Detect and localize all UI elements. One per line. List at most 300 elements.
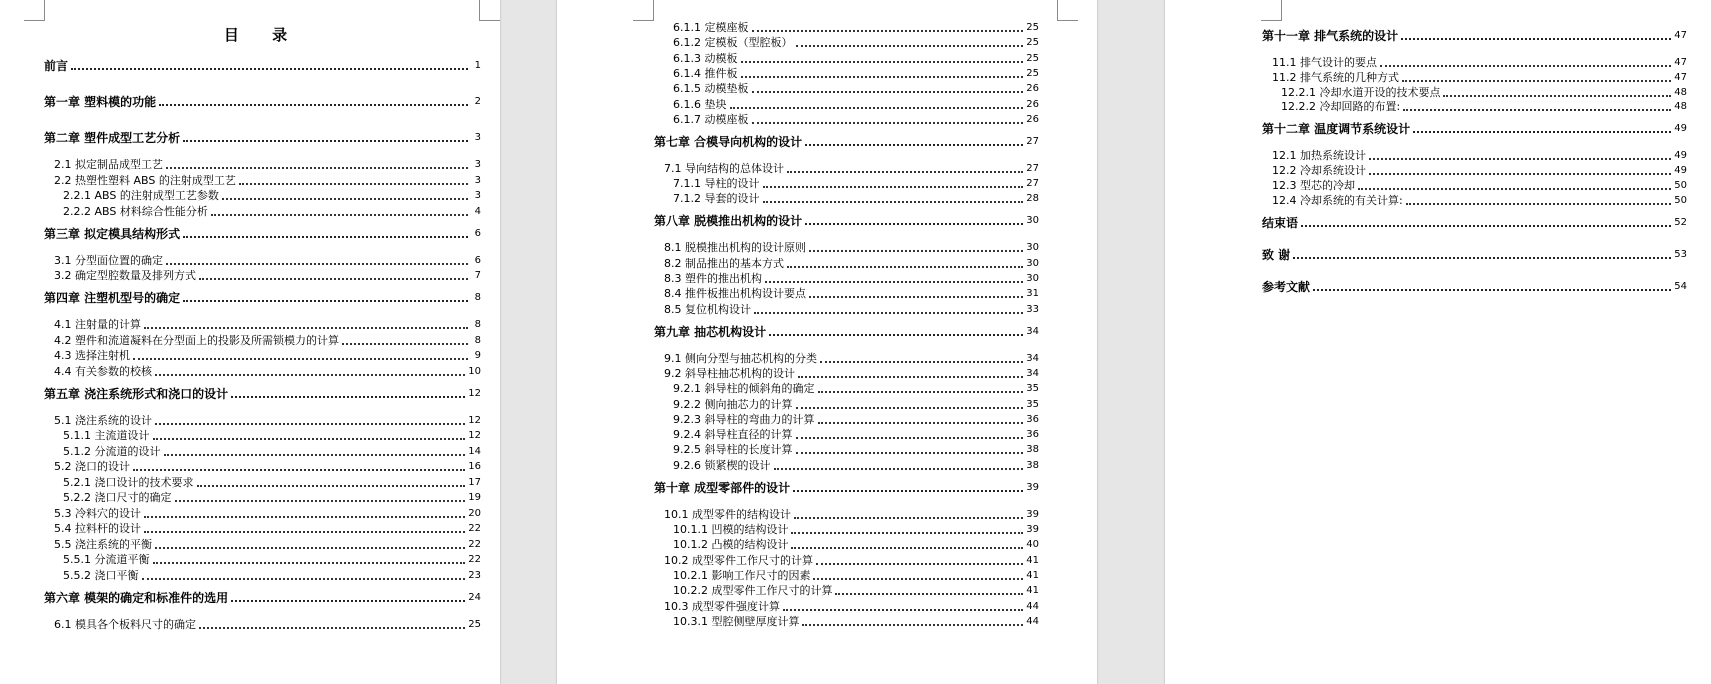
toc-page-number: 47 xyxy=(1674,57,1687,68)
toc-page-number: 3 xyxy=(474,190,481,201)
toc-page-number: 38 xyxy=(1026,459,1039,471)
toc-section-entry[interactable] xyxy=(654,191,1039,207)
toc-page-number: 38 xyxy=(1026,444,1039,456)
toc-section-entry[interactable] xyxy=(654,458,1039,474)
toc-page-number: 22 xyxy=(468,538,481,550)
toc-entry-label: 4.2 塑件和流道凝料在分型面上的投影及所需锁模力的计算 xyxy=(54,333,339,347)
toc-chapter-entry[interactable] xyxy=(44,590,481,606)
toc-entry-label: 5.2.2 浇口尺寸的确定 xyxy=(63,491,172,504)
toc-leader-dots xyxy=(155,423,465,425)
toc-section-entry[interactable] xyxy=(44,617,481,633)
toc-leader-dots xyxy=(166,167,468,169)
toc-section-entry[interactable] xyxy=(44,537,481,553)
toc-entry-label: 第七章 合模导向机构的设计 xyxy=(654,134,803,149)
crop-mark-top-left xyxy=(1261,0,1282,21)
toc-leader-dots xyxy=(741,61,1024,63)
toc-entry-label: 6.1.5 动模垫板 xyxy=(673,82,749,96)
toc-page-number: 16 xyxy=(468,461,481,472)
crop-mark-top-right xyxy=(479,0,500,21)
toc-entry-label: 10.3.1 型腔侧壁厚度计算 xyxy=(673,614,800,628)
toc-page-number: 25 xyxy=(1026,22,1039,33)
toc-section-entry[interactable] xyxy=(44,188,481,204)
toc-leader-dots xyxy=(153,438,466,440)
toc-leader-dots xyxy=(741,76,1024,78)
toc-entry-label: 前言 xyxy=(44,59,69,73)
toc-section-entry[interactable] xyxy=(654,66,1039,82)
toc-leader-dots xyxy=(816,563,1023,565)
toc-leader-dots xyxy=(783,609,1023,611)
toc-section-entry[interactable] xyxy=(654,161,1039,177)
toc-page-number: 26 xyxy=(1026,83,1039,95)
toc-chapter-entry[interactable] xyxy=(44,58,481,74)
toc-page-number: 4 xyxy=(474,205,481,217)
toc-leader-dots xyxy=(730,107,1024,109)
toc-section-entry[interactable] xyxy=(654,522,1039,538)
toc-leader-dots xyxy=(183,236,468,238)
toc-section-entry[interactable] xyxy=(44,506,481,522)
toc-page-number: 40 xyxy=(1026,539,1039,551)
toc-leader-dots xyxy=(1380,65,1671,67)
toc-section-entry[interactable] xyxy=(654,442,1039,458)
toc-leader-dots xyxy=(769,334,1023,336)
toc-entry-label: 第三章 拟定模具结构形式 xyxy=(44,226,181,241)
toc-entry-label: 7.1.1 导柱的设计 xyxy=(673,177,760,191)
toc-leader-dots xyxy=(791,547,1023,549)
toc-leader-dots xyxy=(794,517,1023,519)
toc-entry-label: 6.1.1 定模座板 xyxy=(673,21,749,34)
toc-entry-label: 8.2 制品推出的基本方式 xyxy=(664,256,784,270)
toc-chapter-entry[interactable] xyxy=(44,386,481,402)
toc-entry-label: 6.1.7 动模座板 xyxy=(673,112,749,126)
toc-page-number: 41 xyxy=(1026,585,1039,597)
toc-leader-dots xyxy=(796,407,1024,409)
toc-entry-label: 4.4 有关参数的校核 xyxy=(54,364,152,378)
toc-section-entry[interactable] xyxy=(44,364,481,380)
toc-leader-dots xyxy=(144,327,468,329)
toc-section-entry[interactable] xyxy=(654,614,1039,630)
toc-page-number: 44 xyxy=(1026,600,1039,612)
toc-section-entry[interactable] xyxy=(44,157,481,173)
toc-section-entry[interactable] xyxy=(44,444,481,460)
toc-leader-dots xyxy=(199,278,468,280)
toc-page-number: 22 xyxy=(468,554,481,565)
toc-leader-dots xyxy=(144,516,465,518)
toc-chapter-entry[interactable] xyxy=(1262,247,1687,263)
toc-leader-dots xyxy=(1369,158,1671,160)
toc-section-entry[interactable] xyxy=(654,35,1039,51)
toc-section-entry[interactable] xyxy=(654,112,1039,128)
toc-page-number: 24 xyxy=(468,591,481,603)
toc-section-entry[interactable] xyxy=(44,333,481,349)
toc-leader-dots xyxy=(765,281,1023,283)
toc-entry-label: 5.4 拉料杆的设计 xyxy=(54,522,141,535)
toc-chapter-entry[interactable] xyxy=(1262,121,1687,137)
toc-entry-label: 5.2.1 浇口设计的技术要求 xyxy=(63,475,194,489)
toc-section-entry[interactable] xyxy=(654,271,1039,287)
toc-section-entry[interactable] xyxy=(44,253,481,269)
toc-page-number: 7 xyxy=(474,270,481,281)
toc-section-entry[interactable] xyxy=(44,204,481,220)
toc-leader-dots xyxy=(763,186,1024,188)
toc-entry-label: 11.2 排气系统的几种方式 xyxy=(1272,70,1399,84)
toc-chapter-entry[interactable] xyxy=(44,94,481,110)
toc-chapter-entry[interactable] xyxy=(654,324,1039,340)
toc-section-entry[interactable] xyxy=(654,553,1039,569)
toc-entry-label: 4.3 选择注射机 xyxy=(54,349,130,362)
toc-page-number: 39 xyxy=(1026,524,1039,535)
toc-leader-dots xyxy=(774,468,1024,470)
toc-section-entry[interactable] xyxy=(654,397,1039,413)
toc-entry-label: 9.2.4 斜导柱直径的计算 xyxy=(673,428,793,442)
toc-page-number: 49 xyxy=(1674,150,1687,162)
toc-chapter-entry[interactable] xyxy=(44,130,481,146)
toc-entry-label: 结束语 xyxy=(1262,215,1299,230)
toc-section-entry[interactable] xyxy=(1262,70,1687,86)
toc-section-entry[interactable] xyxy=(44,521,481,537)
toc-page-number: 30 xyxy=(1026,273,1039,284)
toc-entry-label: 第二章 塑件成型工艺分析 xyxy=(44,131,181,145)
toc-chapter-entry[interactable] xyxy=(654,134,1039,150)
toc-entry-label: 7.1.2 导套的设计 xyxy=(673,192,760,206)
toc-leader-dots xyxy=(222,198,468,200)
toc-leader-dots xyxy=(809,296,1023,298)
toc-section-entry[interactable] xyxy=(1262,193,1687,209)
toc-section-entry[interactable] xyxy=(654,351,1039,367)
toc-entry-label: 第一章 塑料模的功能 xyxy=(44,95,157,109)
toc-leader-dots xyxy=(164,454,466,456)
toc-entry-label: 4.1 注射量的计算 xyxy=(54,318,141,331)
toc-leader-dots xyxy=(155,374,465,376)
toc-page-number: 49 xyxy=(1674,123,1687,135)
toc-leader-dots xyxy=(144,531,465,533)
toc-section-entry[interactable] xyxy=(44,413,481,429)
toc-page-number: 6 xyxy=(474,227,481,239)
toc-chapter-entry[interactable] xyxy=(44,290,481,306)
toc-page-number: 6 xyxy=(474,254,481,266)
toc-chapter-entry[interactable] xyxy=(1262,279,1687,295)
toc-page-number: 30 xyxy=(1026,242,1039,254)
toc-leader-dots xyxy=(1358,188,1671,190)
toc-page-number: 8 xyxy=(474,334,481,346)
toc-page-number: 3 xyxy=(474,132,481,143)
toc-title: 目 录 xyxy=(223,26,302,44)
toc-chapter-entry[interactable] xyxy=(1262,215,1687,231)
toc-section-entry[interactable] xyxy=(1262,163,1687,179)
toc-leader-dots xyxy=(763,201,1024,203)
toc-page-number: 17 xyxy=(468,476,481,488)
toc-leader-dots xyxy=(1413,131,1671,133)
document-page-3 xyxy=(1165,0,1711,684)
toc-page-number: 25 xyxy=(1026,52,1039,64)
toc-leader-dots xyxy=(133,469,465,471)
toc-leader-dots xyxy=(752,30,1024,32)
toc-leader-dots xyxy=(1406,203,1672,205)
toc-entry-label: 6.1.3 动模板 xyxy=(673,51,738,65)
toc-entry-label: 12.2.2 冷却回路的布置: xyxy=(1281,100,1401,114)
toc-section-entry[interactable] xyxy=(654,81,1039,97)
toc-section-entry[interactable] xyxy=(654,427,1039,443)
toc-leader-dots xyxy=(802,624,1023,626)
toc-page-number: 34 xyxy=(1026,367,1039,379)
toc-page-number: 10 xyxy=(468,365,481,377)
toc-entry-label: 第六章 模架的确定和标准件的选用 xyxy=(44,590,229,605)
toc-leader-dots xyxy=(805,144,1023,146)
toc-page-number: 3 xyxy=(474,174,481,186)
toc-leader-dots xyxy=(796,452,1024,454)
toc-leader-dots xyxy=(798,376,1023,378)
toc-page-number: 36 xyxy=(1026,413,1039,425)
toc-page-number: 12 xyxy=(468,387,481,399)
toc-page-number: 2 xyxy=(474,96,481,107)
toc-leader-dots xyxy=(818,391,1024,393)
toc-entry-label: 6.1.6 垫块 xyxy=(673,97,727,111)
toc-leader-dots xyxy=(796,437,1024,439)
toc-entry-label: 8.4 推件板推出机构设计要点 xyxy=(664,287,806,301)
toc-page-number: 14 xyxy=(468,445,481,457)
toc-section-entry[interactable] xyxy=(654,286,1039,302)
toc-page-number: 33 xyxy=(1026,303,1039,315)
toc-entry-label: 10.2 成型零件工作尺寸的计算 xyxy=(664,553,813,567)
toc-entry-label: 第四章 注塑机型号的确定 xyxy=(44,291,181,305)
toc-section-entry[interactable] xyxy=(654,51,1039,67)
toc-page-number: 28 xyxy=(1026,193,1039,205)
toc-page-number: 1 xyxy=(474,60,481,71)
toc-leader-dots xyxy=(793,490,1023,492)
toc-entry-label: 5.5 浇注系统的平衡 xyxy=(54,537,152,551)
toc-chapter-entry[interactable] xyxy=(44,226,481,242)
toc-section-entry[interactable] xyxy=(654,537,1039,553)
toc-entry-label: 9.2.6 锁紧楔的设计 xyxy=(673,458,771,472)
toc-section-entry[interactable] xyxy=(44,475,481,491)
toc-page-number: 9 xyxy=(474,350,481,361)
toc-page-number: 54 xyxy=(1674,280,1687,292)
toc-page-number: 48 xyxy=(1674,101,1687,113)
toc-entry-label: 参考文献 xyxy=(1262,279,1311,294)
toc-section-entry[interactable] xyxy=(654,568,1039,584)
toc-entry-label: 10.1.1 凹模的结构设计 xyxy=(673,523,789,536)
toc-entry-label: 第十章 成型零部件的设计 xyxy=(654,480,791,495)
toc-page-number: 52 xyxy=(1674,216,1687,228)
toc-page-number: 44 xyxy=(1026,615,1039,627)
toc-leader-dots xyxy=(1403,109,1671,111)
toc-entry-label: 10.3 成型零件强度计算 xyxy=(664,599,780,613)
toc-leader-dots xyxy=(1443,95,1671,97)
toc-section-entry[interactable] xyxy=(44,459,481,475)
toc-section-entry[interactable] xyxy=(654,507,1039,523)
toc-page-number: 35 xyxy=(1026,383,1039,395)
toc-page-number: 25 xyxy=(468,618,481,630)
toc-section-entry[interactable] xyxy=(654,256,1039,272)
toc-entry-label: 6.1.4 推件板 xyxy=(673,66,738,80)
toc-section-entry[interactable] xyxy=(654,20,1039,36)
toc-page-number: 12 xyxy=(468,430,481,441)
toc-leader-dots xyxy=(835,593,1023,595)
toc-page-number: 47 xyxy=(1674,30,1687,41)
toc-leader-dots xyxy=(183,140,468,142)
toc-entry-label: 5.5.2 浇口平衡 xyxy=(63,568,139,582)
toc-leader-dots xyxy=(809,250,1023,252)
toc-leader-dots xyxy=(818,422,1024,424)
toc-entry-label: 第十二章 温度调节系统设计 xyxy=(1262,122,1411,137)
toc-section-entry[interactable] xyxy=(44,268,481,284)
toc-entry-label: 第五章 浇注系统形式和浇口的设计 xyxy=(44,386,229,401)
toc-section-entry[interactable] xyxy=(654,366,1039,382)
toc-leader-dots xyxy=(159,104,468,106)
toc-section-entry[interactable] xyxy=(654,381,1039,397)
toc-section-entry[interactable] xyxy=(654,240,1039,256)
toc-leader-dots xyxy=(71,68,468,70)
toc-leader-dots xyxy=(175,500,466,502)
toc-entry-label: 2.2.2 ABS 材料综合性能分析 xyxy=(63,204,208,218)
toc-leader-dots xyxy=(1402,80,1671,82)
toc-entry-label: 第九章 抽芯机构设计 xyxy=(654,324,767,339)
toc-page-number: 26 xyxy=(1026,113,1039,125)
toc-page-number: 25 xyxy=(1026,67,1039,79)
document-page-2 xyxy=(557,0,1097,684)
toc-section-entry[interactable] xyxy=(654,412,1039,428)
toc-page-number: 31 xyxy=(1026,288,1039,300)
toc-leader-dots xyxy=(133,358,468,360)
toc-entry-label: 12.2 冷却系统设计 xyxy=(1272,164,1366,178)
toc-entry-label: 5.5.1 分流道平衡 xyxy=(63,553,150,566)
toc-page-number: 41 xyxy=(1026,554,1039,566)
toc-section-entry[interactable] xyxy=(654,583,1039,599)
toc-entry-label: 9.2.5 斜导柱的长度计算 xyxy=(673,443,793,457)
toc-entry-label: 9.1 侧向分型与抽芯机构的分类 xyxy=(664,351,817,365)
toc-entry-label: 5.1.2 分流道的设计 xyxy=(63,444,161,458)
crop-mark-top-left xyxy=(633,0,654,21)
toc-section-entry[interactable] xyxy=(44,552,481,568)
toc-leader-dots xyxy=(342,343,468,345)
toc-entry-label: 12.2.1 冷却水道开设的技术要点 xyxy=(1281,85,1441,99)
toc-section-entry[interactable] xyxy=(44,568,481,584)
toc-entry-label: 5.1 浇注系统的设计 xyxy=(54,413,152,427)
toc-page-number: 50 xyxy=(1674,180,1687,191)
toc-leader-dots xyxy=(1313,289,1671,291)
toc-entry-label: 5.3 冷料穴的设计 xyxy=(54,506,141,520)
toc-page-number: 19 xyxy=(468,492,481,503)
toc-leader-dots xyxy=(791,532,1023,534)
toc-leader-dots xyxy=(155,547,465,549)
toc-chapter-entry[interactable] xyxy=(1262,28,1687,44)
toc-page-number: 39 xyxy=(1026,508,1039,520)
toc-leader-dots xyxy=(752,91,1024,93)
toc-page-number: 34 xyxy=(1026,325,1039,337)
toc-leader-dots xyxy=(199,627,465,629)
toc-section-entry[interactable] xyxy=(44,317,481,333)
toc-leader-dots xyxy=(153,562,466,564)
toc-section-entry[interactable] xyxy=(1262,178,1687,194)
toc-entry-label: 第八章 脱模推出机构的设计 xyxy=(654,214,803,229)
toc-page-number: 8 xyxy=(474,292,481,303)
toc-entry-label: 10.1.2 凸模的结构设计 xyxy=(673,538,789,552)
toc-page-number: 12 xyxy=(468,414,481,426)
toc-section-entry[interactable] xyxy=(44,348,481,364)
toc-entry-label: 9.2.1 斜导柱的倾斜角的确定 xyxy=(673,382,815,396)
toc-leader-dots xyxy=(820,361,1023,363)
toc-chapter-entry[interactable] xyxy=(654,480,1039,496)
toc-page-number: 22 xyxy=(468,523,481,534)
toc-entry-label: 12.4 冷却系统的有关计算: xyxy=(1272,193,1403,207)
toc-leader-dots xyxy=(1293,257,1671,259)
toc-page-number: 34 xyxy=(1026,352,1039,364)
toc-page-number: 20 xyxy=(468,507,481,519)
toc-entry-label: 8.1 脱模推出机构的设计原则 xyxy=(664,241,806,255)
toc-entry-label: 3.1 分型面位置的确定 xyxy=(54,253,163,267)
toc-leader-dots xyxy=(752,122,1024,124)
toc-entry-label: 第十一章 排气系统的设计 xyxy=(1262,29,1399,43)
toc-section-entry[interactable] xyxy=(44,173,481,189)
toc-entry-label: 10.2.1 影响工作尺寸的因素 xyxy=(673,568,811,582)
toc-leader-dots xyxy=(231,396,465,398)
toc-entry-label: 10.1 成型零件的结构设计 xyxy=(664,507,791,521)
toc-section-entry[interactable] xyxy=(654,599,1039,615)
toc-entry-label: 5.1.1 主流道设计 xyxy=(63,429,150,442)
toc-entry-label: 3.2 确定型腔数量及排列方式 xyxy=(54,269,196,282)
toc-entry-label: 9.2.3 斜导柱的弯曲力的计算 xyxy=(673,412,815,426)
toc-page-number: 8 xyxy=(474,319,481,330)
toc-entry-label: 9.2 斜导柱抽芯机构的设计 xyxy=(664,366,795,380)
toc-leader-dots xyxy=(1369,173,1671,175)
toc-entry-label: 致 谢 xyxy=(1262,247,1291,262)
toc-section-entry[interactable] xyxy=(654,97,1039,113)
toc-entry-label: 7.1 导向结构的总体设计 xyxy=(664,161,784,175)
toc-entry-label: 10.2.2 成型零件工作尺寸的计算 xyxy=(673,584,833,598)
toc-leader-dots xyxy=(787,266,1023,268)
toc-leader-dots xyxy=(1401,38,1671,40)
toc-section-entry[interactable] xyxy=(44,490,481,506)
toc-section-entry[interactable] xyxy=(1262,55,1687,71)
toc-entry-label: 11.1 排气设计的要点 xyxy=(1272,56,1377,69)
toc-page-number: 27 xyxy=(1026,178,1039,190)
toc-page-number: 26 xyxy=(1026,98,1039,110)
toc-section-entry[interactable] xyxy=(654,176,1039,192)
toc-entry-label: 2.2 热塑性塑料 ABS 的注射成型工艺 xyxy=(54,173,236,187)
toc-section-entry[interactable] xyxy=(1262,85,1687,101)
toc-leader-dots xyxy=(754,312,1023,314)
toc-page-number: 50 xyxy=(1674,194,1687,206)
toc-entry-label: 5.2 浇口的设计 xyxy=(54,460,130,473)
toc-entry-label: 6.1.2 定模板（型腔板） xyxy=(673,36,793,50)
toc-page-number: 3 xyxy=(474,159,481,170)
toc-entry-label: 9.2.2 侧向抽芯力的计算 xyxy=(673,397,793,411)
toc-leader-dots xyxy=(183,300,468,302)
toc-page-number: 23 xyxy=(468,569,481,581)
toc-page-number: 41 xyxy=(1026,569,1039,581)
toc-section-entry[interactable] xyxy=(1262,148,1687,164)
toc-page-number: 35 xyxy=(1026,398,1039,410)
toc-leader-dots xyxy=(231,600,465,602)
toc-section-entry[interactable] xyxy=(654,302,1039,318)
toc-page-number: 47 xyxy=(1674,71,1687,83)
crop-mark-top-right xyxy=(1057,0,1078,21)
toc-chapter-entry[interactable] xyxy=(654,213,1039,229)
toc-entry-label: 8.3 塑件的推出机构 xyxy=(664,272,762,285)
toc-leader-dots xyxy=(211,214,468,216)
toc-leader-dots xyxy=(805,223,1023,225)
toc-page-number: 36 xyxy=(1026,429,1039,441)
toc-page-number: 39 xyxy=(1026,481,1039,493)
toc-leader-dots xyxy=(813,578,1023,580)
toc-entry-label: 12.1 加热系统设计 xyxy=(1272,149,1366,163)
toc-page-number: 27 xyxy=(1026,162,1039,174)
toc-page-number: 30 xyxy=(1026,215,1039,227)
toc-section-entry[interactable] xyxy=(44,428,481,444)
crop-mark-top-left xyxy=(24,0,45,21)
toc-section-entry[interactable] xyxy=(1262,99,1687,115)
toc-page-number: 30 xyxy=(1026,257,1039,269)
toc-entry-label: 2.1 拟定制品成型工艺 xyxy=(54,158,163,171)
